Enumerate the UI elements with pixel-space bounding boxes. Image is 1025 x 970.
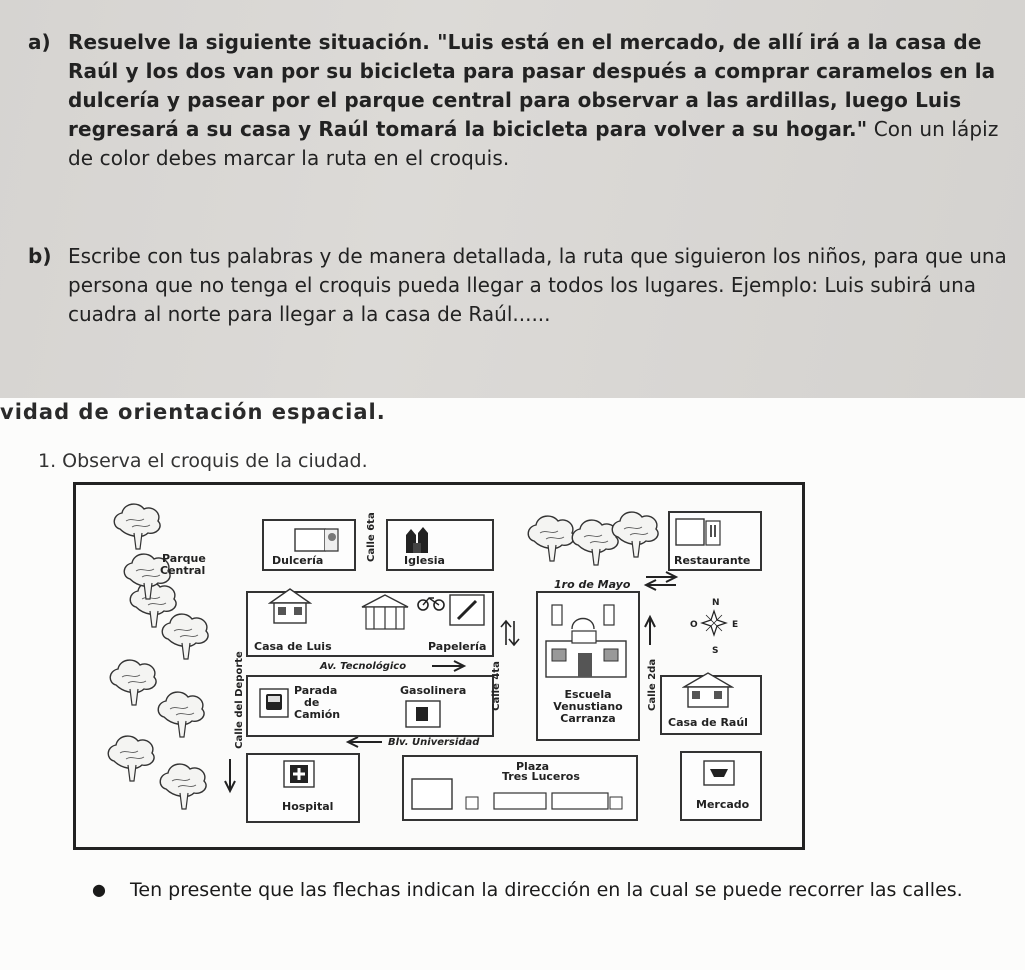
tree-icon xyxy=(108,736,154,781)
parada-label-1: Parada xyxy=(294,684,338,697)
gas-station-icon xyxy=(404,699,448,731)
street-av-tecnologico: Av. Tecnológico xyxy=(320,661,407,672)
escuela-label-3: Carranza xyxy=(560,712,616,725)
hospital-label: Hospital xyxy=(282,800,334,813)
school-icon xyxy=(542,601,634,683)
tree-icon xyxy=(162,614,208,659)
parada-label-3: Camión xyxy=(294,708,341,721)
street-calle-4ta: Calle 4ta xyxy=(491,661,502,711)
house-icon xyxy=(268,587,312,625)
street-calle-6ta: Calle 6ta xyxy=(366,512,377,562)
direction-note xyxy=(92,868,990,912)
compass-west: O xyxy=(690,620,698,630)
dulceria-label: Dulcería xyxy=(272,554,324,567)
gazebo-icon xyxy=(358,593,412,633)
gasolinera-label: Gasolinera xyxy=(400,684,467,697)
tree-icon xyxy=(528,516,574,561)
street-1ro-de-mayo: 1ro de Mayo xyxy=(554,578,631,591)
block-restaurante xyxy=(668,511,762,571)
casa-raul-label: Casa de Raúl xyxy=(668,716,748,729)
dulceria-candy-icon xyxy=(294,527,340,553)
market-cart-icon xyxy=(702,759,742,789)
parada-label-2: de xyxy=(304,696,320,709)
note-text: Ten presente que las flechas indican la dirección en la cual se puede recorrer las calles. xyxy=(130,879,963,901)
tree-icon xyxy=(160,764,206,809)
plaza-label-1: Plaza xyxy=(516,760,550,773)
bullet-icon: ● xyxy=(92,880,106,899)
escuela-label-1: Escuela xyxy=(564,688,612,701)
bus-stop-icon xyxy=(258,687,290,719)
street-calle-2da: Calle 2da xyxy=(647,658,658,711)
block-mercado xyxy=(680,751,762,821)
plaza-label-2: Tres Luceros xyxy=(502,770,580,783)
block-iglesia xyxy=(386,519,494,571)
hospital-icon xyxy=(282,759,318,791)
city-map xyxy=(73,482,805,850)
church-icon xyxy=(402,525,432,555)
block-parada-gasolinera xyxy=(246,675,494,737)
tree-icon xyxy=(158,692,204,737)
papeleria-label: Papelería xyxy=(428,640,487,653)
block-casa-raul xyxy=(660,675,762,735)
compass-north: N xyxy=(712,598,720,608)
casa-luis-label: Casa de Luis xyxy=(254,640,332,653)
compass-east: E xyxy=(732,620,739,630)
instruction: 1. Observa el croquis de la ciudad. xyxy=(38,450,368,472)
compass-south: S xyxy=(712,646,719,656)
escuela-label-2: Venustiano xyxy=(553,700,623,713)
block-hospital xyxy=(246,753,360,823)
park-label-2: Central xyxy=(160,564,206,577)
tree-icon xyxy=(572,520,618,565)
mercado-label: Mercado xyxy=(696,798,750,811)
question-b xyxy=(28,242,1008,329)
block-escuela xyxy=(536,591,640,741)
question-a-text-bold: Resuelve la siguiente situación. "Luis está en el mercado, de allí irá a la casa de Raúl y los dos van por su bicicleta para pasar después a comprar caramelos en la dulcería y pasear por el parque central para observar a las ardillas, luego Luis regresará a su casa y Raúl tomará la bicicleta para volver a su hogar." xyxy=(68,30,996,141)
activity-title: vidad de orientación espacial. xyxy=(0,400,386,424)
question-b-label: b) xyxy=(28,244,52,268)
street-blv-universidad: Blv. Universidad xyxy=(388,737,480,748)
house-icon xyxy=(682,671,734,709)
block-casa-luis xyxy=(246,591,494,657)
question-b-text: Escribe con tus palabras y de manera detallada, la ruta que siguieron los niños, para que una persona que no tenga el croquis pueda llegar a todos los lugares. Ejemplo: Luis subirá una cuadra al norte para llegar a la casa de Raúl...... xyxy=(68,244,1007,326)
tree-icon xyxy=(612,512,658,557)
street-calle-del-deporte: Calle del Deporte xyxy=(234,651,245,749)
compass-area xyxy=(672,593,758,656)
papeleria-icon xyxy=(448,593,488,629)
restaurante-label: Restaurante xyxy=(674,554,751,567)
question-a-label: a) xyxy=(28,30,51,54)
iglesia-label: Iglesia xyxy=(404,554,445,567)
tree-icon xyxy=(130,582,176,627)
restaurant-icon xyxy=(674,517,724,547)
block-plaza xyxy=(402,755,638,821)
question-a-text-rest: Con un lápiz de color debes marcar la ruta en el croquis. xyxy=(68,117,999,170)
block-dulceria xyxy=(262,519,356,571)
bicycle-icon xyxy=(416,595,446,611)
park-label-1: Parque xyxy=(162,552,206,565)
question-a xyxy=(28,28,1008,173)
tree-icon xyxy=(110,660,156,705)
tree-icon xyxy=(114,504,160,549)
